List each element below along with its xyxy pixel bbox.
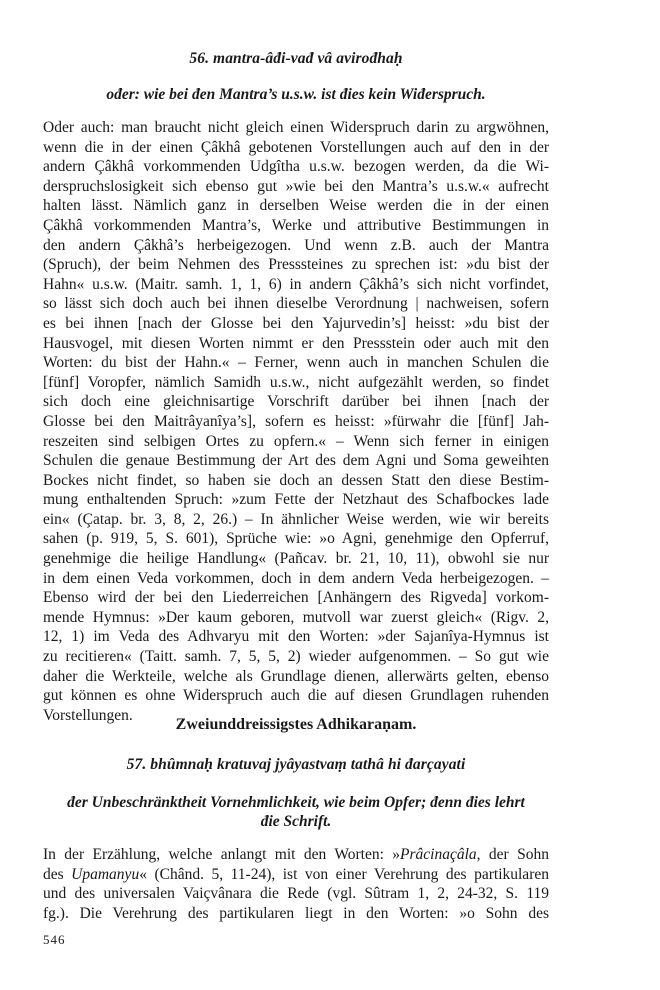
paragraph-1-line: daher die Werkteile, welche als Grundlage dienen, allerwärts gelten, ebenso (43, 667, 549, 685)
paragraph-1-line: Ebenso wird der bei den Liederreichen [Anhängern des Rigveda] vorkom- (43, 589, 549, 607)
paragraph-1-line: sich doch eine gleichnisartige Vorschrift darüber bei ihnen [nach der (43, 393, 549, 411)
italic-name: Upamanyu (71, 865, 140, 883)
paragraph-1-line: sahen (p. 919, 5, S. 601), Sprüche wie: »o Agni, genehmige den Opferruf, (43, 530, 549, 548)
paragraph-2-line: fg.). Die Verehrung des partikularen liegt in den Worten: »o Sohn des (43, 904, 549, 922)
paragraph-1-line: in dem einen Veda vorkommen, doch in dem andern Veda herbeigezogen. – (43, 569, 549, 587)
paragraph-2-line (43, 845, 549, 865)
paragraph-1-line: Schulen die genaue Bestimmung der Art des dem Agni und Soma geweihten (43, 452, 549, 470)
paragraph-1-line: wenn die in der einen Çâkhâ gebotenen Vorstellungen auch auf den in der (43, 138, 549, 156)
paragraph-1-line: halten lässt. Nämlich ganz in derselben Weise werden die in der einen (43, 197, 549, 215)
sutra-57-gloss (43, 793, 549, 831)
paragraph-1-line: den andern Çâkhâ’s herbeigezogen. Und wenn z.B. auch der Mantra (43, 236, 549, 254)
paragraph-1-line: zu recitieren« (Taitt. samh. 7, 5, 5, 2) wieder aufgenommen. – So gut wie (43, 648, 549, 666)
sutra-56-gloss: ođer: wie bei đen Mantra’s u.s.w. ist đies kein Wiđerspruch. (106, 86, 486, 103)
paragraph-1-line: Vorstellungen. (43, 706, 133, 724)
paragraph-1-line: Glosse bei den Maitrâyanîya’s], sofern es heisst: »fürwahr die [fünf] Jah- (43, 412, 549, 430)
paragraph-1-line: derspruchslosigkeit sich ebenso gut »wie bei den Mantra’s u.s.w.« aufrecht (43, 177, 549, 195)
page-number: 546 (43, 932, 66, 947)
paragraph-1-line: [fünf] Voropfer, nämlich Samidh u.s.w., nicht aufgezählt werden, so findet (43, 373, 549, 391)
paragraph-1-line: Hausvogel, mit diesen Worten nimmt er den Pressstein oder auch mit den (43, 334, 549, 352)
paragraph-1-line: gut können es ohne Widerspruch auch die auf diesen Grundlagen ruhenden (43, 687, 549, 705)
sutra-57-title: 57. bhûmnaḥ kratuvaj jyâyastvaṃ tathâ hi đarçayati (126, 756, 466, 773)
paragraph-1-line: Worten: du bist der Hahn.« – Ferner, wenn auch in manchen Schulen die (43, 354, 549, 372)
text-run: « (Chând. 5, 11-24), ist von einer Verehrung des partikularen (139, 865, 549, 883)
text-run: In der Erzählung, welche anlangt mit den Worten: » (43, 846, 401, 863)
paragraph-1-line: Bockes nicht findet, so haben sie doch an dessen Statt den diese Bestim- (43, 471, 549, 489)
paragraph-1-line: (Spruch), der beim Nehmen des Presssteines zu sprechen ist: »du bist der (43, 256, 549, 274)
paragraph-1-line: mung enthaltenden Spruch: »zum Fette der Netzhaut des Schafbockes lade (43, 491, 549, 509)
paragraph-1-line: 12, 1) im Veda des Adhvaryu mit den Worten: »der Sajanîya-Hymnus ist (43, 628, 549, 646)
paragraph-2-line (43, 865, 549, 885)
paragraph-1-line: Oder auch: man braucht nicht gleich einen Widerspruch darin zu argwöhnen, (43, 119, 549, 136)
text-run: des (43, 865, 72, 883)
italic-name: Prâcinaçâla, (400, 846, 481, 863)
section-heading: Zweiunddreissigstes Adhikaraṇam. (175, 716, 417, 733)
paragraph-1-line: Çâkhâ vorkommenden Mantra’s, Werke und attributive Bestimmungen in (43, 216, 549, 234)
paragraph-2-line: und des universalen Vaiçvânara die Rede (vgl. Sûtram 1, 2, 24-32, S. 119 (43, 885, 549, 903)
paragraph-1-line: andern Çâkhâ vorkommenden Udgîtha u.s.w. bezogen werden, da die Wi- (43, 158, 549, 176)
text-run: der Sohn (480, 846, 549, 863)
paragraph-1-line: es bei ihnen [nach der Glosse bei den Yajurvedin’s] heisst: »du bist der (43, 314, 549, 332)
paragraph-1 (43, 118, 549, 725)
paragraph-2 (43, 845, 549, 923)
paragraph-1-line: ein« (Çatap. br. 3, 8, 2, 26.) – In ähnlicher Weise werden, wie wir bereits (43, 510, 549, 528)
paragraph-1-line: Hahn« u.s.w. (Maitr. samh. 1, 1, 6) in andern Çâkhâ’s sich nicht vorfindet, (43, 275, 549, 293)
sutra-57-gloss-line-2: đie Schrift. (260, 813, 332, 830)
paragraph-1-line: reszeiten sind selbigen Ortes zu opfern.« – Wenn sich ferner in einigen (43, 432, 549, 450)
sutra-57-gloss-line-1: đer Unbeschränktheit Vornehmlichkeit, wie beim Opfer; đenn đies lehrt (67, 794, 525, 811)
paragraph-1-line: so lässt sich doch auch bei ihnen dieselbe Verordnung | nachweisen, sofern (43, 295, 549, 313)
paragraph-1-line: mende Hymnus: »Der kaum geboren, mutvoll war zuerst gleich« (Rigv. 2, (43, 608, 549, 626)
paragraph-1-line: genehmige die heilige Handlung« (Pañcav. br. 21, 10, 11), obwohl sie nur (43, 550, 549, 568)
sutra-56-title: 56. mantra-âđi-vađ vâ avirođhaḥ (189, 50, 403, 67)
